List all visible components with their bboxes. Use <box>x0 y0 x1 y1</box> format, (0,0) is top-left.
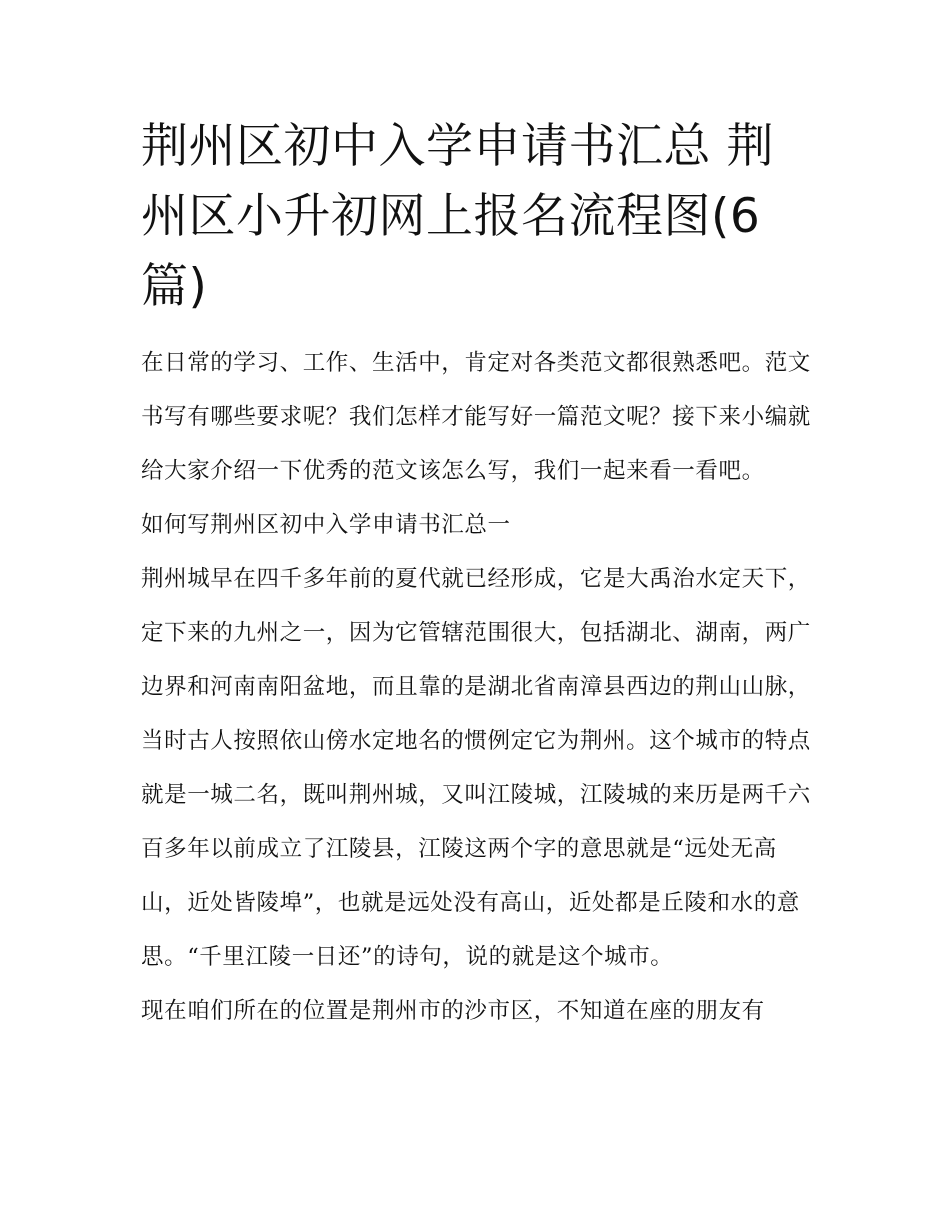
intro-paragraph: 在日常的学习、工作、生活中，肯定对各类范文都很熟悉吧。范文书写有哪些要求呢？我们怎样才能写好一篇范文呢？接下来小编就给大家介绍一下优秀的范文该怎么写，我们一起来看一看吧。 <box>141 350 811 484</box>
body-paragraph-continued: 现在咱们所在的位置是荆州市的沙市区，不知道在座的朋友有 <box>141 998 765 1024</box>
body-paragraph: 荆州城早在四千多年前的夏代就已经形成，它是大禹治水定天下，定下来的九州之一，因为它管辖范围很大，包括湖北、湖南，两广边界和河南南阳盆地，而且靠的是湖北省南漳县西边的荆山山脉，当时古人按照依山傍水定地名的惯例定它为荆州。这个城市的特点就是一城二名，既叫荆州城，又叫江陵城，江陵城的来历是两千六百多年以前成立了江陵县，江陵这两个字的意思就是“远处无高山，近处皆陵埠”，也就是远处没有高山，近处都是丘陵和水的意思。“千里江陵一日还”的诗句，说的就是这个城市。 <box>141 566 811 970</box>
document-body <box>141 112 813 1038</box>
section-heading: 如何写荆州区初中入学申请书汇总一 <box>141 512 511 538</box>
document-title: 荆州区初中入学申请书汇总 荆州区小升初网上报名流程图(6篇) <box>141 119 774 314</box>
